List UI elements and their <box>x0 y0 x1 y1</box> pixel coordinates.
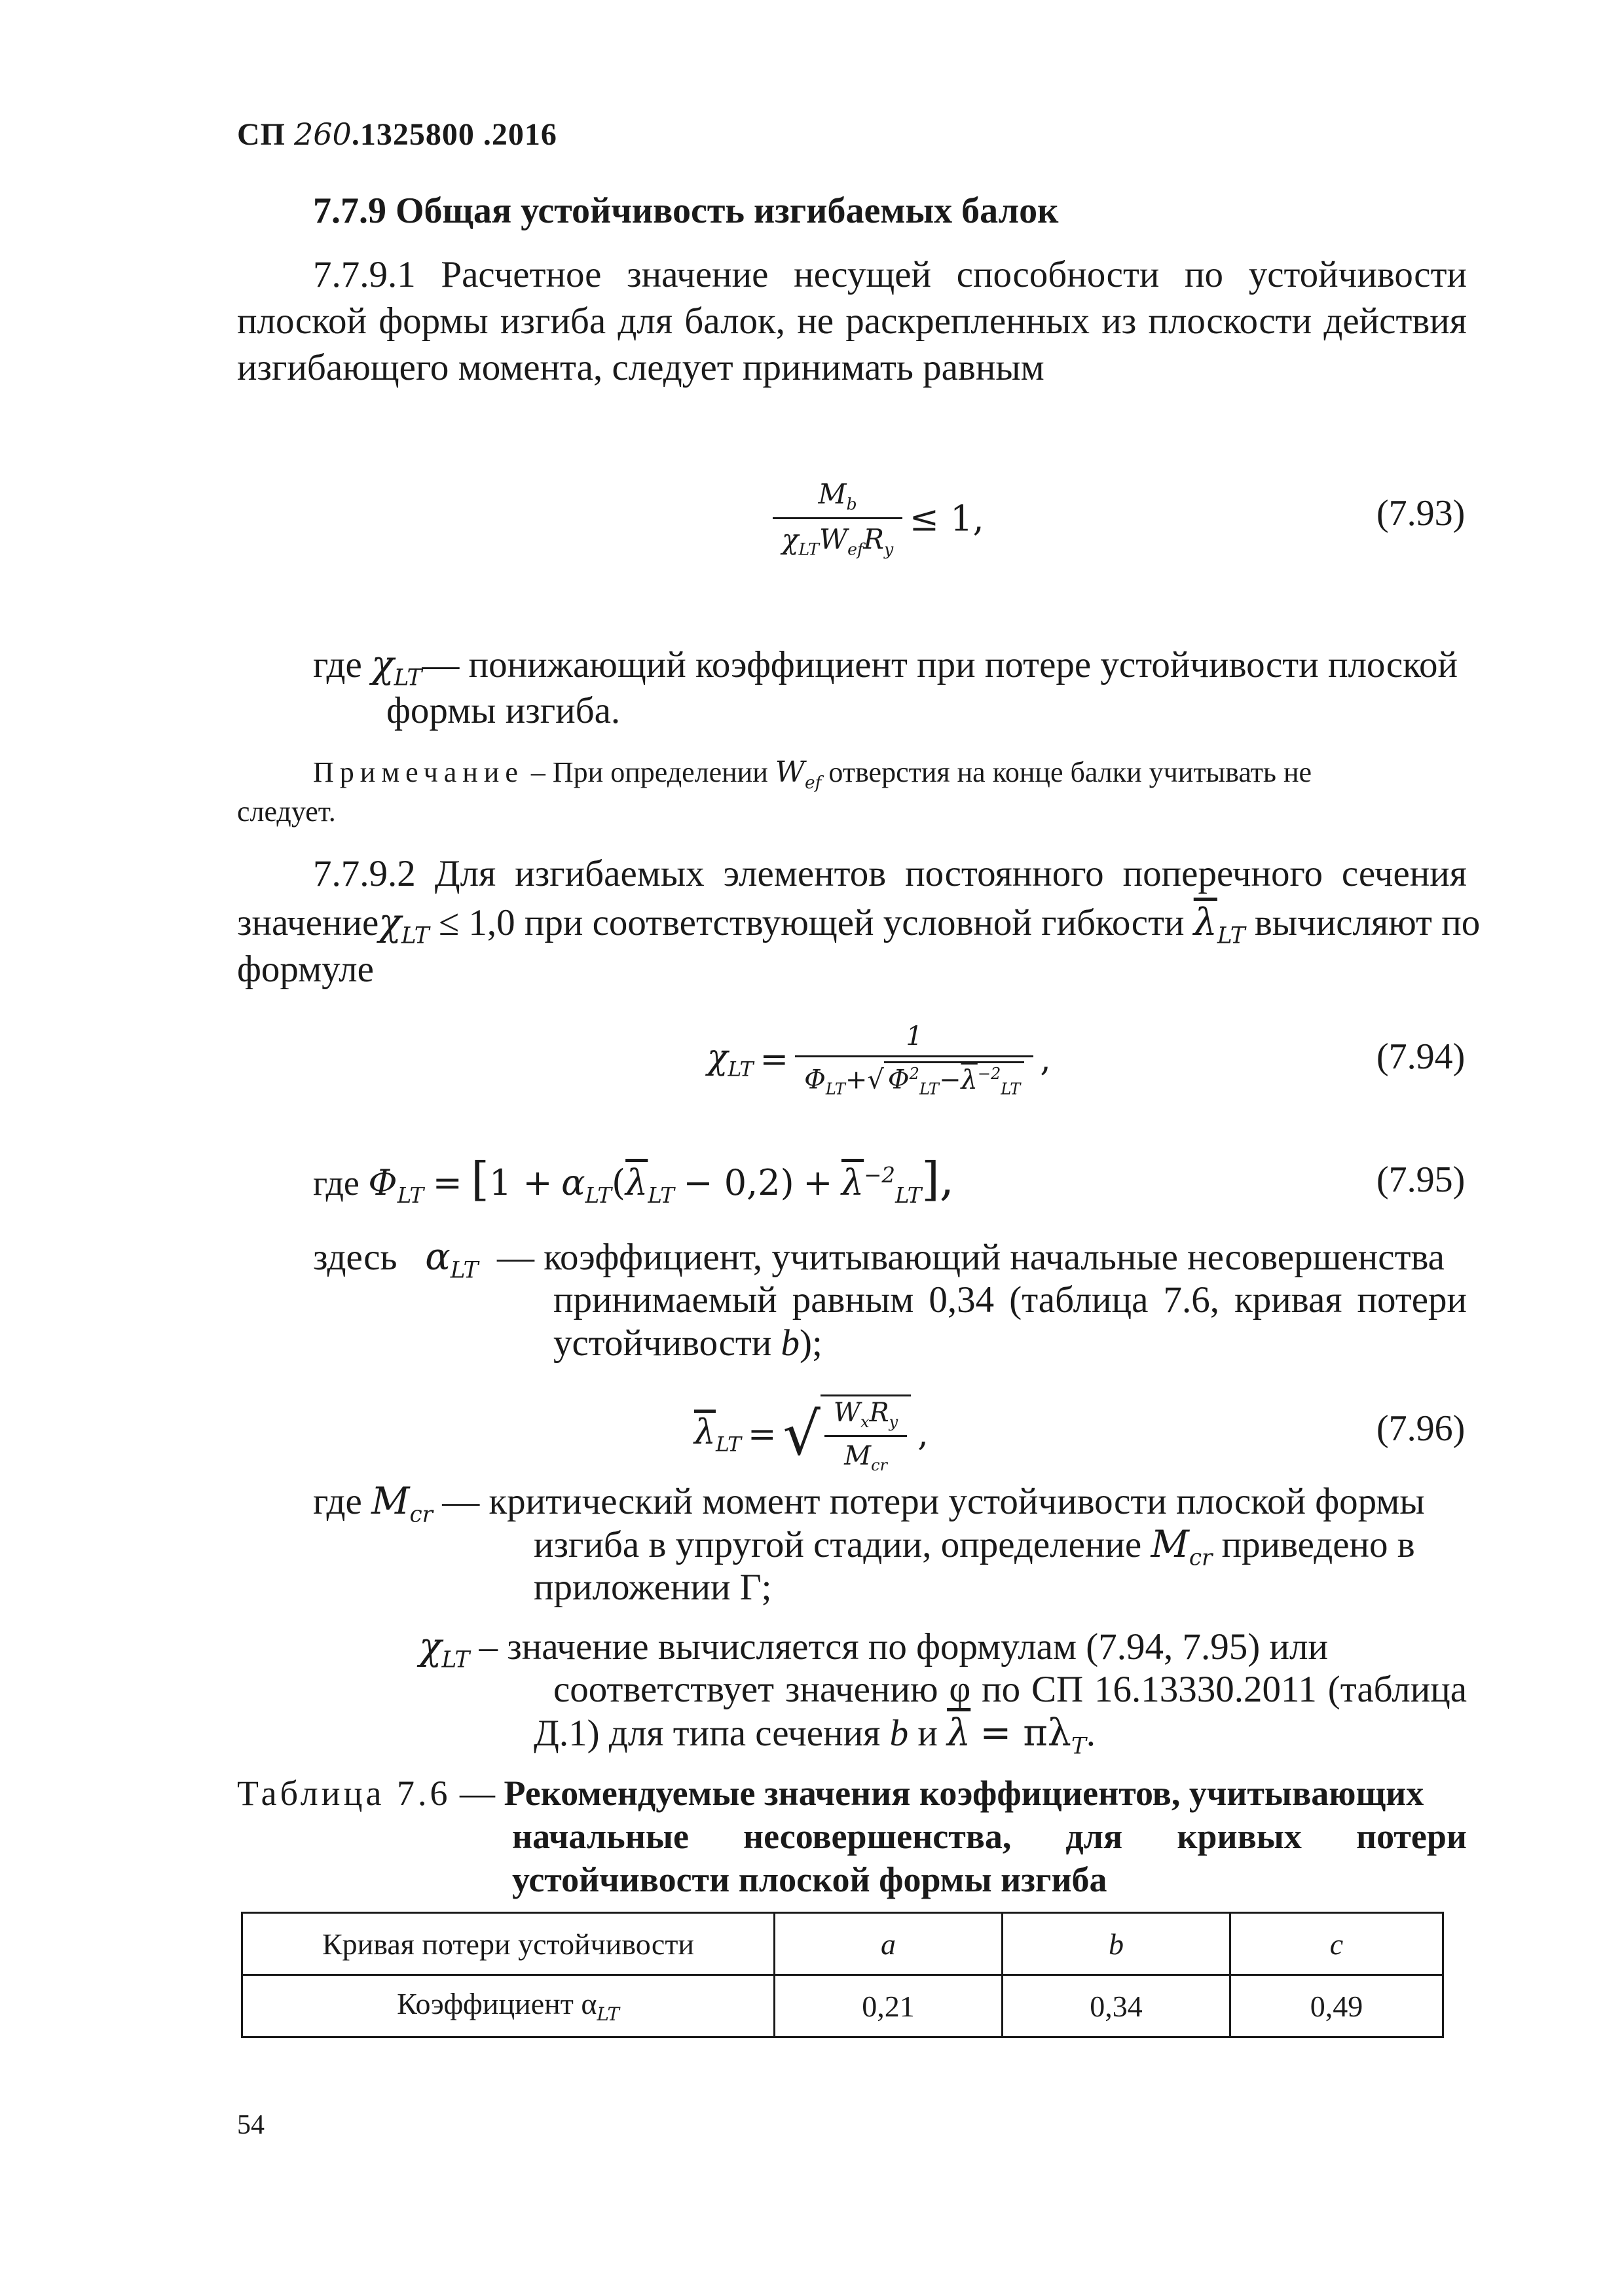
def-mcr-line2: изгиба в упругой стадии, определение $M_{cr}$ приведено в <box>534 1523 1415 1571</box>
handwritten-number: 260 <box>294 117 352 152</box>
table-row <box>242 1975 1443 2037</box>
def-mcr-line1: где $M_{cr}$ — критический момент потери устойчивости плоской формы <box>313 1480 1425 1528</box>
eq796-fraction <box>824 1398 907 1474</box>
note-line2: следует. <box>237 795 336 828</box>
def-chi-line2: формы изгиба. <box>386 690 621 731</box>
table-header-row <box>242 1913 1443 1975</box>
header-label-cell: Кривая потери устойчивости <box>242 1913 775 1975</box>
eq795-prefix: где <box>313 1163 360 1203</box>
eq793-rhs: ≤ 1, <box>909 498 984 539</box>
def-chi-line1: где $\chi_{LT}—$ понижающий коэффициент при потере устойчивости плоской <box>313 643 1458 691</box>
para-7792-line2: значениеχ$_{LT}$ ≤ 1,0 при соответствующей условной гибкости $\overline{\lambda}_{LT}$ вычисляют по <box>237 901 1481 949</box>
header-prefix: СП <box>237 117 286 152</box>
document-header <box>237 117 557 153</box>
eq794-numerator: 1 <box>795 1021 1033 1057</box>
equation-7-93 <box>773 478 984 559</box>
eq796-lhs: $\overline{\lambda}_{LT}$ <box>694 1412 741 1457</box>
equation-7-94: $\chi_{LT}$ = $\frac{1}{\Phi_{LT}+√ \Phi^2_{LT}-\overline{\lambda}^{-2}_{LT}}$ , <box>707 1021 1051 1099</box>
def-alpha-line1: здесь $\alpha_{LT}$ — коэффициент, учитывающий начальные несовершенства <box>313 1235 1445 1284</box>
def-chi2-line2: соответствует значению φ по СП 16.13330.2011 (таблица <box>553 1669 1467 1710</box>
eq796-numerator: $W_xR_y$ <box>824 1398 907 1437</box>
def-chi2-line1: $\chi_{LT}$ – значение вычисляется по формулам (7.94, 7.95) или <box>419 1625 1328 1673</box>
page-number: 54 <box>237 2110 265 2140</box>
curve-a-cell: a <box>775 1913 1003 1975</box>
header-code: .1325800 .2016 <box>351 117 557 152</box>
eq794-lhs: $\chi_{LT}$ <box>707 1038 754 1082</box>
table-title-line2: начальные несовершенства, для кривых потери <box>512 1817 1467 1856</box>
para-7792-line1: 7.7.9.2 Для изгибаемых элементов постоянного поперечного сечения <box>313 853 1467 894</box>
value-a-cell: 0,21 <box>775 1975 1003 2037</box>
table-label: Таблица 7.6 <box>237 1774 451 1813</box>
eq796-denominator: $M_{cr}$ <box>844 1441 887 1474</box>
eq794-number: (7.94) <box>1376 1036 1466 1077</box>
curve-b-cell: b <box>1003 1913 1230 1975</box>
value-c-cell: 0,49 <box>1230 1975 1443 2037</box>
table-caption: Таблица 7.6 — Рекомендуемые значения коэффициентов, учитывающих начальные несовершенства, для кривых потери устойчивости плоской формы изгиба <box>237 1772 1467 1901</box>
section-title: 7.7.9 Общая устойчивость изгибаемых балок <box>313 191 1059 231</box>
eq793-numerator: $M_b$ <box>773 478 902 519</box>
note-line1: Примечание – При определении $W_{ef}$ отверстия на конце балки учитывать не <box>313 756 1312 793</box>
eq796-sqrt <box>821 1394 911 1474</box>
table-title-line1: Рекомендуемые значения коэффициентов, учитывающих <box>504 1774 1424 1813</box>
eq794-denominator: $\Phi_{LT}+√$ $\Phi^2_{LT}-\overline{\lambda}^{-2}_{LT}$ <box>795 1057 1033 1098</box>
eq794-fraction <box>795 1021 1033 1098</box>
def-alpha-line2: принимаемый равным 0,34 (таблица 7.6, кривая потери <box>553 1279 1467 1321</box>
equation-7-95: где $\Phi_{LT} = [1 + \alpha_{LT}(\overline{\lambda}_{LT} - 0,2) + \overline{\lambda}^{-2}_{LT}]$, <box>313 1152 955 1208</box>
def-chi2-line3: Д.1) для типа сечения b и $\overline{\lambda} = \pi\lambda_T$. <box>534 1711 1096 1760</box>
note-label: Примечание <box>313 756 524 788</box>
para-7791-line3: изгибающего момента, следует принимать равным <box>237 347 1044 388</box>
eq793-denominator: $\chi_{LT}W_{ef}R_y$ <box>782 523 894 559</box>
para-7792-line3: формуле <box>237 949 374 990</box>
eq793-number: (7.93) <box>1376 493 1466 534</box>
table-title-line3: устойчивости плоской формы изгиба <box>512 1860 1107 1899</box>
eq795-number: (7.95) <box>1376 1159 1466 1200</box>
chi-lt-symbol: $\chi_{LT}$ <box>371 643 422 691</box>
eq796-number: (7.96) <box>1376 1408 1466 1449</box>
note-symbol: $W_{ef}$ <box>775 756 822 793</box>
eq793-fraction <box>773 478 902 559</box>
def-alpha-line3: устойчивости b); <box>553 1322 822 1364</box>
para-7791-line2: плоской формы изгиба для балок, не раскрепленных из плоскости действия <box>237 301 1467 342</box>
equation-7-96: $\overline{\lambda}_{LT}$ = √ $\frac{W_xR_y}{M_{cr}}$ , <box>694 1394 929 1474</box>
curve-c-cell: c <box>1230 1913 1443 1975</box>
row-label-cell: Коэффициент $\alpha_{LT}$ <box>242 1975 775 2037</box>
coefficient-table <box>241 1912 1444 2038</box>
def-mcr-line3: приложении Г; <box>534 1567 772 1608</box>
value-b-cell: 0,34 <box>1003 1975 1230 2037</box>
eq794-sqrt: $\Phi^2_{LT}-\overline{\lambda}^{-2}_{LT}$ <box>884 1061 1024 1098</box>
para-7791-line1: 7.7.9.1 Расчетное значение несущей способности по устойчивости <box>313 254 1467 295</box>
